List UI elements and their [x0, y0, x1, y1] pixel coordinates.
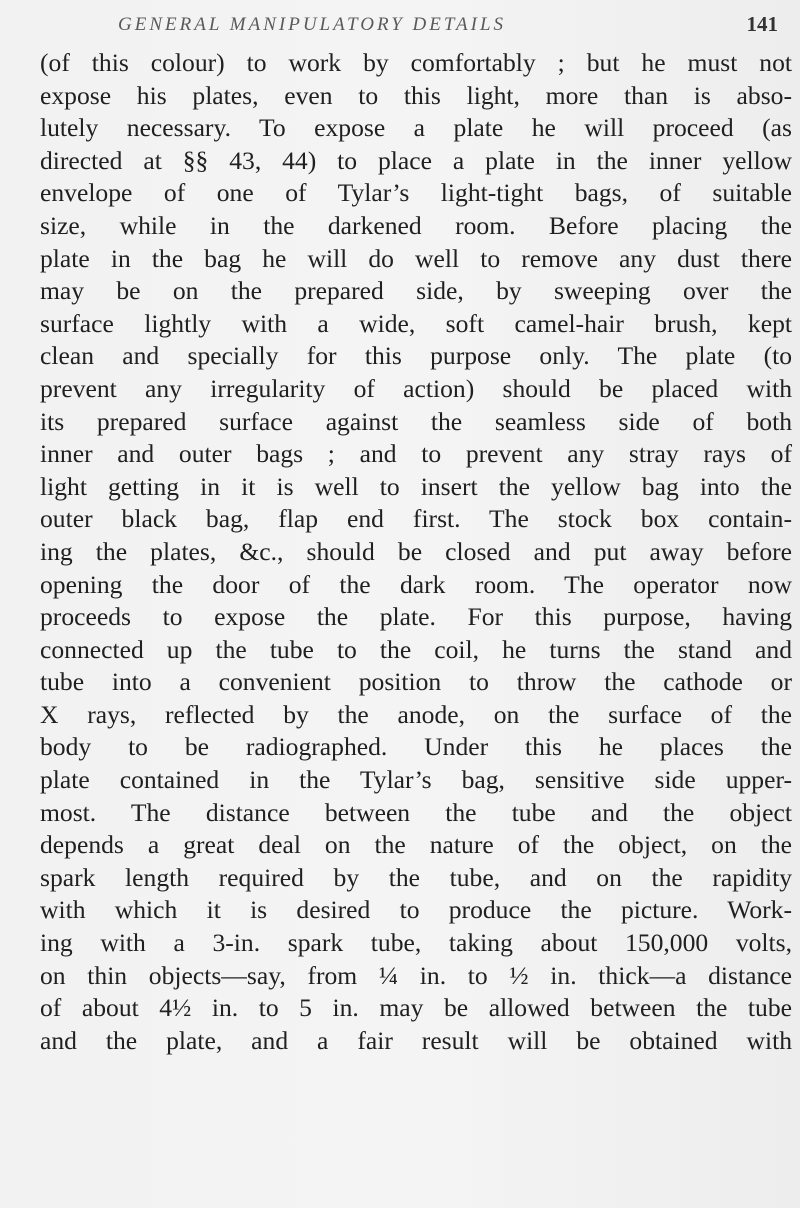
text-line: and the plate, and a fair result will be obtained with [40, 1025, 792, 1055]
text-line: surface lightly with a wide, soft camel-hair brush, kept [40, 308, 792, 338]
text-line: ing the plates, &c., should be closed and put away before [40, 536, 792, 566]
text-line: spark length required by the tube, and on the rapidity [40, 862, 792, 892]
running-head [0, 8, 800, 48]
text-line: with which it is desired to produce the picture. Work- [40, 895, 792, 925]
text-line: plate in the bag he will do well to remove any dust there [40, 243, 792, 273]
text-line: its prepared surface against the seamless side of both [40, 406, 792, 436]
text-line: prevent any irregularity of action) should be placed with [40, 373, 792, 403]
text-line: may be on the prepared side, by sweeping over the [40, 276, 792, 306]
text-line: of about 4½ in. to 5 in. may be allowed between the tube [40, 993, 792, 1023]
text-line: expose his plates, even to this light, more than is abso- [40, 80, 792, 110]
text-line: clean and specially for this purpose only. The plate (to [40, 341, 792, 371]
body-paragraph [40, 47, 792, 1057]
running-head-title: GENERAL MANIPULATORY DETAILS [118, 14, 507, 35]
text-line: plate contained in the Tylar’s bag, sensitive side upper- [40, 765, 792, 795]
text-line: outer black bag, flap end first. The stock box contain- [40, 504, 792, 534]
text-line: lutely necessary. To expose a plate he will proceed (as [40, 113, 792, 143]
text-line: tube into a convenient position to throw the cathode or [40, 667, 792, 697]
text-line: ing with a 3-in. spark tube, taking about 150,000 volts, [40, 928, 792, 958]
text-line: X rays, reflected by the anode, on the surface of the [40, 699, 792, 729]
text-line: directed at §§ 43, 44) to place a plate in the inner yellow [40, 145, 792, 175]
text-line: on thin objects—say, from ¼ in. to ½ in. thick—a distance [40, 960, 792, 990]
text-line: light getting in it is well to insert the yellow bag into the [40, 471, 792, 501]
page-number: 141 [746, 12, 778, 36]
text-line: body to be radiographed. Under this he places the [40, 732, 792, 762]
text-line: inner and outer bags ; and to prevent any stray rays of [40, 439, 792, 469]
text-line: most. The distance between the tube and the object [40, 797, 792, 827]
text-line: envelope of one of Tylar’s light-tight bags, of suitable [40, 178, 792, 208]
text-line: size, while in the darkened room. Before placing the [40, 210, 792, 240]
text-line: (of this colour) to work by comfortably ; but he must not [40, 48, 792, 77]
text-line: proceeds to expose the plate. For this purpose, having [40, 602, 792, 632]
text-line: depends a great deal on the nature of the object, on the [40, 830, 792, 860]
text-line: connected up the tube to the coil, he turns the stand and [40, 634, 792, 664]
text-line: opening the door of the dark room. The operator now [40, 569, 792, 599]
